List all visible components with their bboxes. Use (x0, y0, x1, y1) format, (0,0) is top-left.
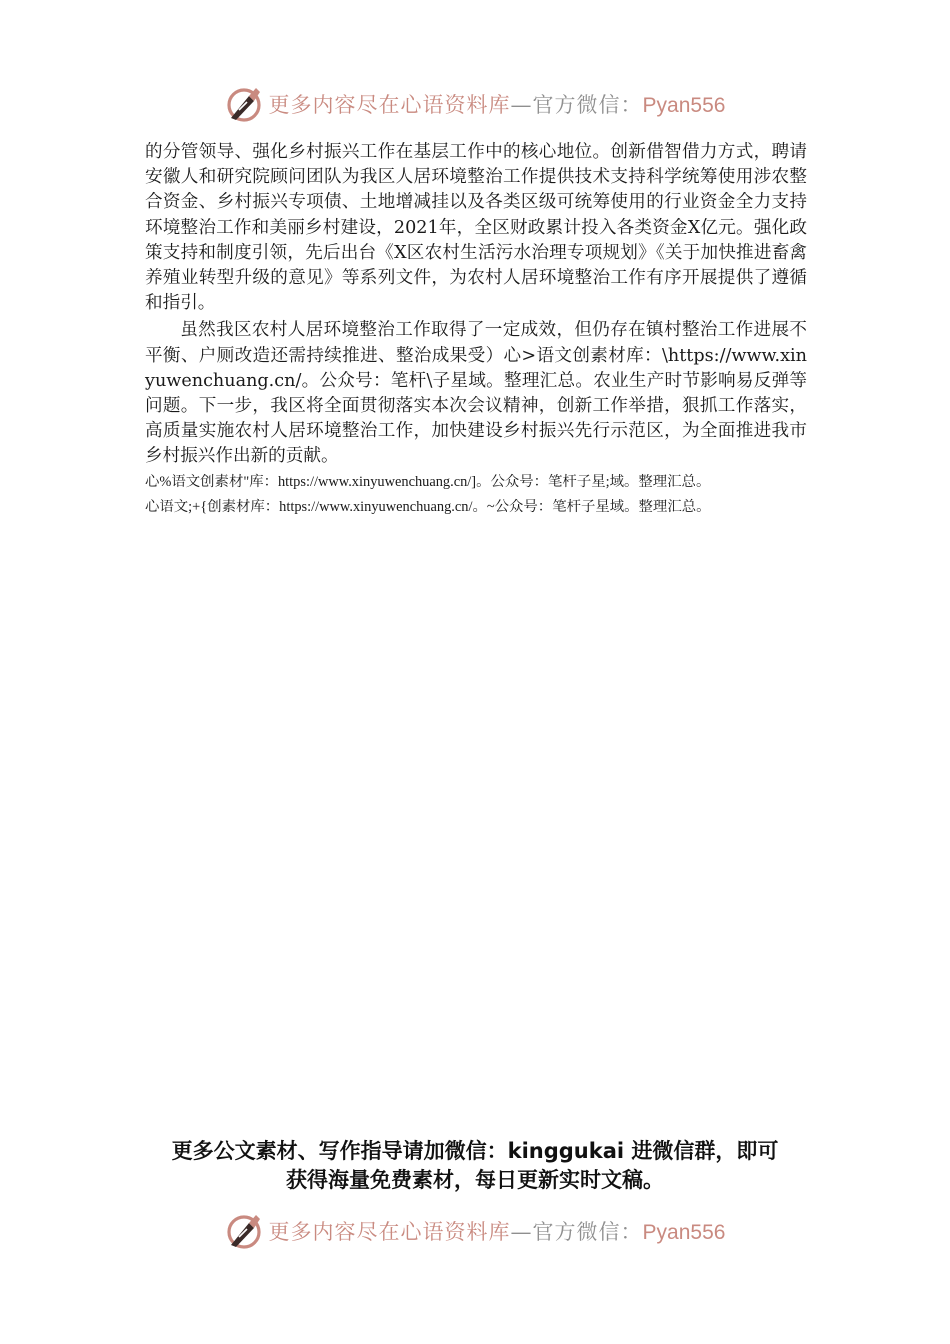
banner-wechat-id: Pyan556 (642, 94, 726, 117)
banner-site-name: 更多内容尽在心语资料库 (268, 93, 511, 117)
header-banner-text (269, 89, 726, 119)
pen-nib-logo-icon (225, 84, 265, 124)
footer-banner-text (269, 1216, 726, 1246)
promo-line-1: 更多公文素材、写作指导请加微信：kinggukai 进微信群，即可 (171, 1139, 779, 1163)
promo-line-2: 获得海量免费素材，每日更新实时文稿。 (286, 1168, 664, 1192)
banner-site-name: 更多内容尽在心语资料库 (268, 1220, 511, 1244)
header-banner (0, 82, 950, 126)
body-paragraph-2: 虽然我区农村人居环境整治工作取得了一定成效，但仍存在镇村整治工作进展不平衡、户厕改造还需持续推进、整治成果受）心>语文创素材库：\https://www.xinyuwenchuang.cn/。公众号：笔杆\子星域。整理汇总。农业生产时节影响易反弹等问题。下一步，我区将全面贯彻落实本次会议精神，创新工作举措，狠抓工作落实，高质量实施农村人居环境整治工作，加快建设乡村振兴先行示范区，为全面推进我市乡村振兴作出新的贡献。 (145, 320, 807, 467)
source-note-2: 心语文;+{创素材库：https://www.xinyuwenchuang.cn/。~公众号：笔杆子星域。整理汇总。 (145, 498, 711, 515)
footer-banner (0, 1209, 950, 1253)
promo-notice (0, 1137, 950, 1195)
source-note-1: 心%语文创素材"库：https://www.xinyuwenchuang.cn/]。公众号：笔杆子星;域。整理汇总。 (145, 473, 711, 490)
document-body (145, 140, 807, 520)
banner-wechat-label: —官方微信： (510, 93, 643, 117)
banner-wechat-label: —官方微信： (510, 1220, 643, 1244)
body-paragraph-1: 的分管领导、强化乡村振兴工作在基层工作中的核心地位。创新借智借力方式，聘请安徽人和研究院顾问团队为我区人居环境整治工作提供技术支持科学统筹使用涉农整合资金、乡村振兴专项债、土地增减挂以及各类区级可统筹使用的行业资金全力支持环境整治工作和美丽乡村建设，2021年，全区财政累计投入各类资金X亿元。强化政策支持和制度引领，先后出台《X区农村生活污水治理专项规划》《关于加快推进畜禽养殖业转型升级的意见》等系列文件，为农村人居环境整治工作有序开展提供了遵循和指引。 (145, 142, 807, 314)
pen-nib-logo-icon (225, 1211, 265, 1251)
banner-wechat-id: Pyan556 (642, 1221, 726, 1244)
